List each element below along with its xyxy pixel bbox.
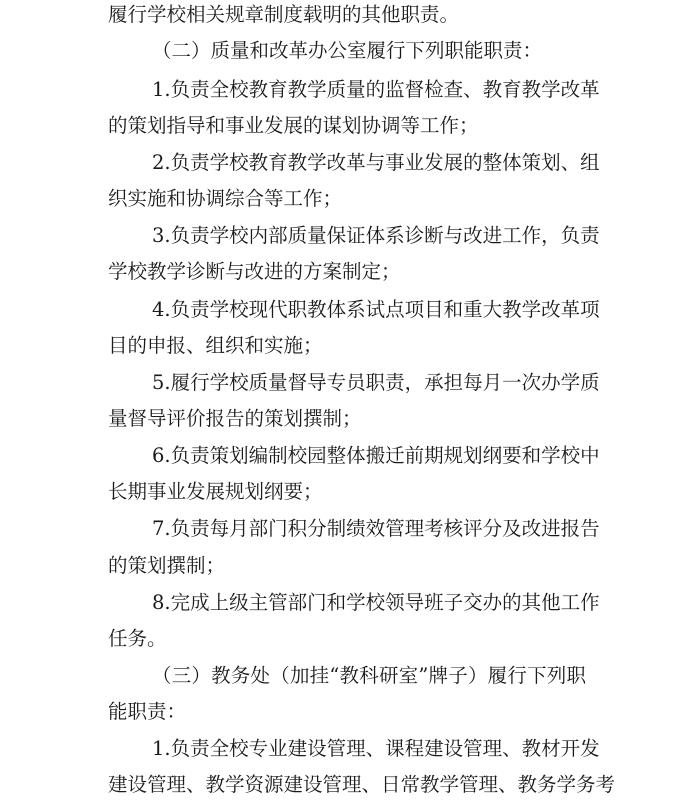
text-line: 织实施和协调综合等工作； xyxy=(108,187,343,210)
text-line: 目的申报、组织和实施； xyxy=(108,334,323,357)
section-heading: （三）教务处（加挂“教科研室”牌子）履行下列职 xyxy=(152,664,586,687)
section-heading: （二）质量和改革办公室履行下列职能职责： xyxy=(152,39,543,62)
list-item-line: 8.完成上级主管部门和学校领导班子交办的其他工作 xyxy=(152,591,600,614)
text-line: 建设管理、教学资源建设管理、日常教学管理、教务学务考 xyxy=(108,773,616,796)
list-item-line: 5.履行学校质量督导专员职责，承担每月一次办学质 xyxy=(152,371,600,394)
list-item-line: 7.负责每月部门积分制绩效管理考核评分及改进报告 xyxy=(152,517,600,540)
text-line: 能职责： xyxy=(108,700,187,723)
text-line: 的策划撰制； xyxy=(108,554,226,577)
list-item-line: 3.负责学校内部质量保证体系诊断与改进工作，负责 xyxy=(152,224,600,247)
text-line: 的策划指导和事业发展的谋划协调等工作； xyxy=(108,114,479,137)
text-line: 量督导评价报告的策划撰制； xyxy=(108,407,362,430)
list-item-line: 2.负责学校教育教学改革与事业发展的整体策划、组 xyxy=(152,151,600,174)
text-line: 任务。 xyxy=(108,627,167,650)
list-item-line: 1.负责全校专业建设管理、课程建设管理、教材开发 xyxy=(152,737,600,760)
list-item-line: 4.负责学校现代职教体系试点项目和重大教学改革项 xyxy=(152,298,600,321)
list-item-line: 6.负责策划编制校园整体搬迁前期规划纲要和学校中 xyxy=(152,444,600,467)
text-line: 学校教学诊断与改进的方案制定； xyxy=(108,260,401,283)
text-line: 履行学校相关规章制度载明的其他职责。 xyxy=(108,3,460,26)
text-line: 长期事业发展规划纲要； xyxy=(108,480,323,503)
list-item-line: 1.负责全校教育教学质量的监督检查、教育教学改革 xyxy=(152,78,600,101)
